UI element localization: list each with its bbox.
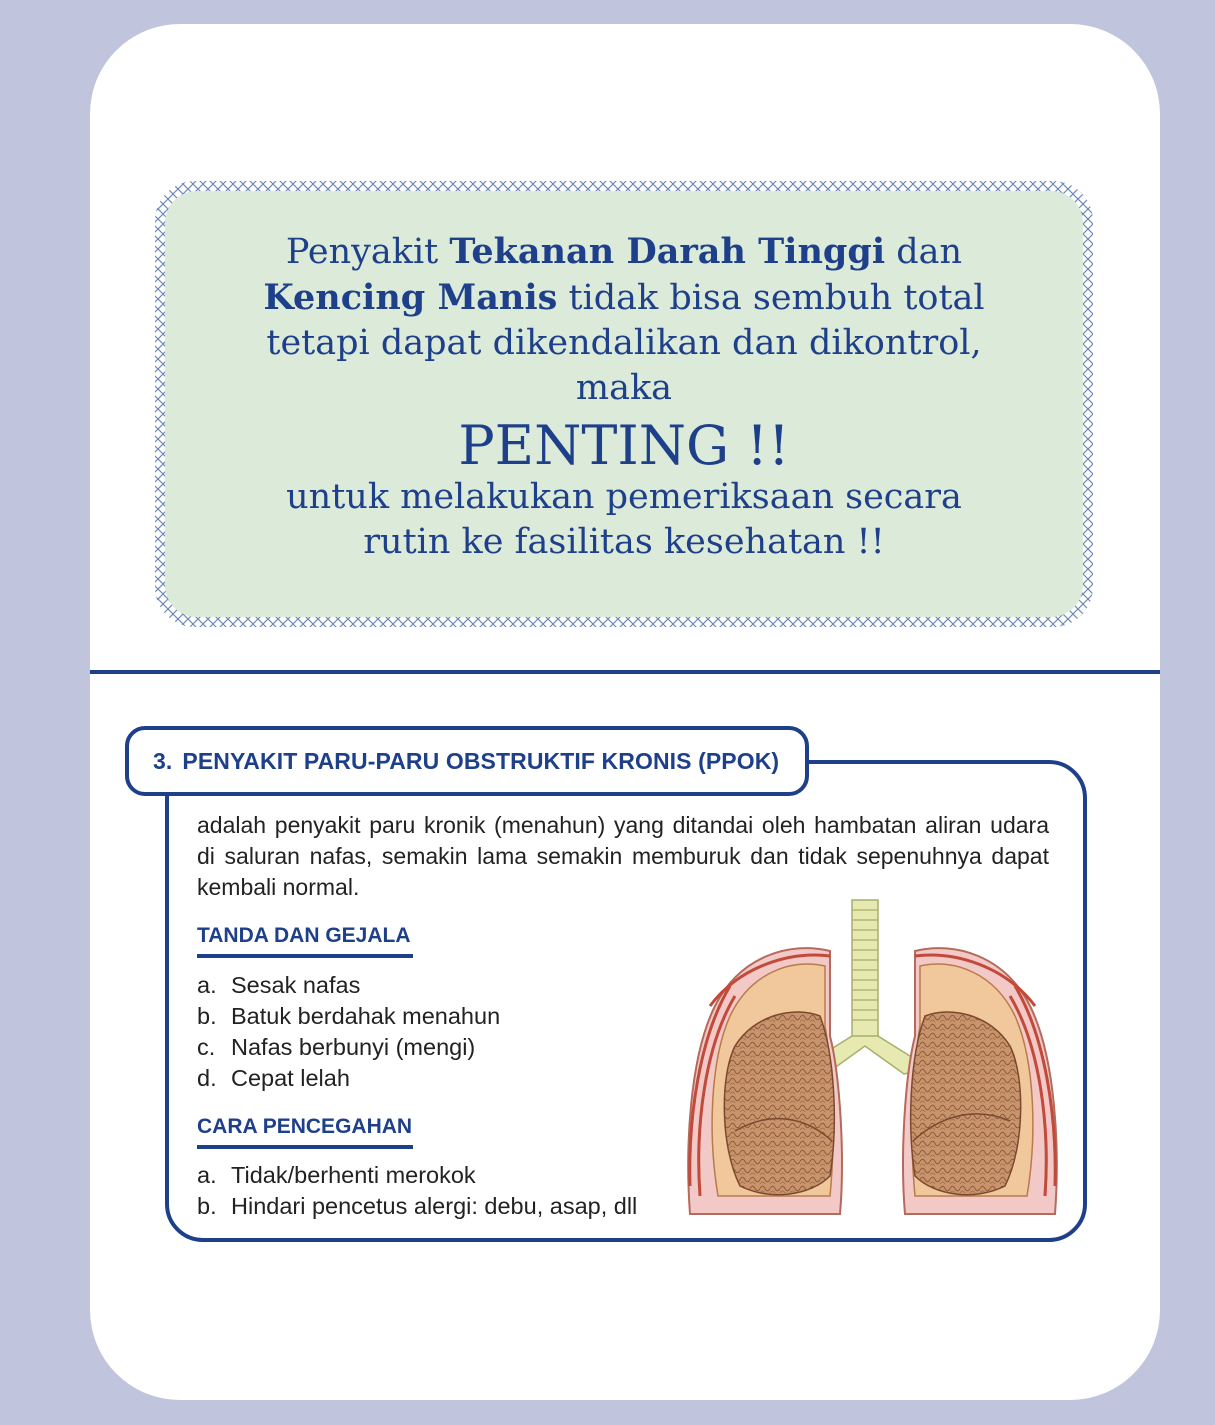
- section-number: 3.: [153, 747, 173, 774]
- symptoms-heading: TANDA DAN GEJALA: [197, 924, 413, 958]
- list-item: [197, 1191, 637, 1222]
- notice-line-2: [183, 275, 1065, 321]
- list-item: [197, 1063, 500, 1094]
- list-item-text: Cepat lelah: [231, 1065, 350, 1091]
- notice-line-1: [183, 229, 1065, 275]
- section-title-text: PENYAKIT PARU-PARU OBSTRUKTIF KRONIS (PPOK): [182, 747, 780, 774]
- prevention-list: [197, 1160, 637, 1222]
- right-lung: [903, 948, 1057, 1214]
- ppok-description: adalah penyakit paru kronik (menahun) yang ditandai oleh hambatan aliran udara di saluran nafas, semakin lama semakin memburuk dan tidak sepenuhnya dapat kembali normal.: [197, 812, 1049, 900]
- notice-important-heading: PENTING !!: [458, 414, 790, 477]
- list-item: [197, 1001, 500, 1032]
- notice-emphasis-hypertension: Tekanan Darah Tinggi: [449, 231, 886, 272]
- left-lung: [688, 948, 842, 1214]
- prevention-heading: CARA PENCEGAHAN: [197, 1115, 413, 1149]
- notice-line-6: untuk melakukan pemeriksaan secara: [286, 477, 962, 517]
- symptoms-list: [197, 970, 500, 1094]
- list-item-letter: a.: [197, 1162, 217, 1188]
- list-item: [197, 1032, 500, 1063]
- list-item-text: Batuk berdahak menahun: [231, 1003, 501, 1029]
- list-item-text: Sesak nafas: [231, 972, 361, 998]
- lungs-illustration: [680, 896, 1072, 1221]
- notice-box: [153, 179, 1095, 629]
- notice-line-7: rutin ke fasilitas kesehatan !!: [363, 522, 885, 562]
- list-item-text: Nafas berbunyi (mengi): [231, 1034, 476, 1060]
- list-item: [197, 1160, 637, 1191]
- notice-message: [183, 229, 1065, 565]
- notice-text-2: dan: [885, 232, 963, 272]
- list-item: [197, 970, 500, 1001]
- list-item-letter: b.: [197, 1193, 217, 1219]
- list-item-letter: c.: [197, 1034, 216, 1060]
- list-item-letter: b.: [197, 1003, 217, 1029]
- ppok-section-title: [125, 726, 809, 796]
- notice-text-3: tidak bisa sembuh total: [557, 278, 985, 318]
- notice-line-3: tetapi dapat dikendalikan dan dikontrol,: [266, 323, 982, 363]
- list-item-text: Hindari pencetus alergi: debu, asap, dll: [231, 1193, 638, 1219]
- notice-line-4: maka: [575, 368, 673, 408]
- section-divider: [90, 670, 1160, 674]
- list-item-text: Tidak/berhenti merokok: [231, 1162, 476, 1188]
- list-item-letter: a.: [197, 972, 217, 998]
- notice-text-1: Penyakit: [285, 232, 450, 272]
- page-card: [90, 24, 1160, 1400]
- list-item-letter: d.: [197, 1065, 217, 1091]
- notice-emphasis-diabetes: Kencing Manis: [263, 277, 558, 318]
